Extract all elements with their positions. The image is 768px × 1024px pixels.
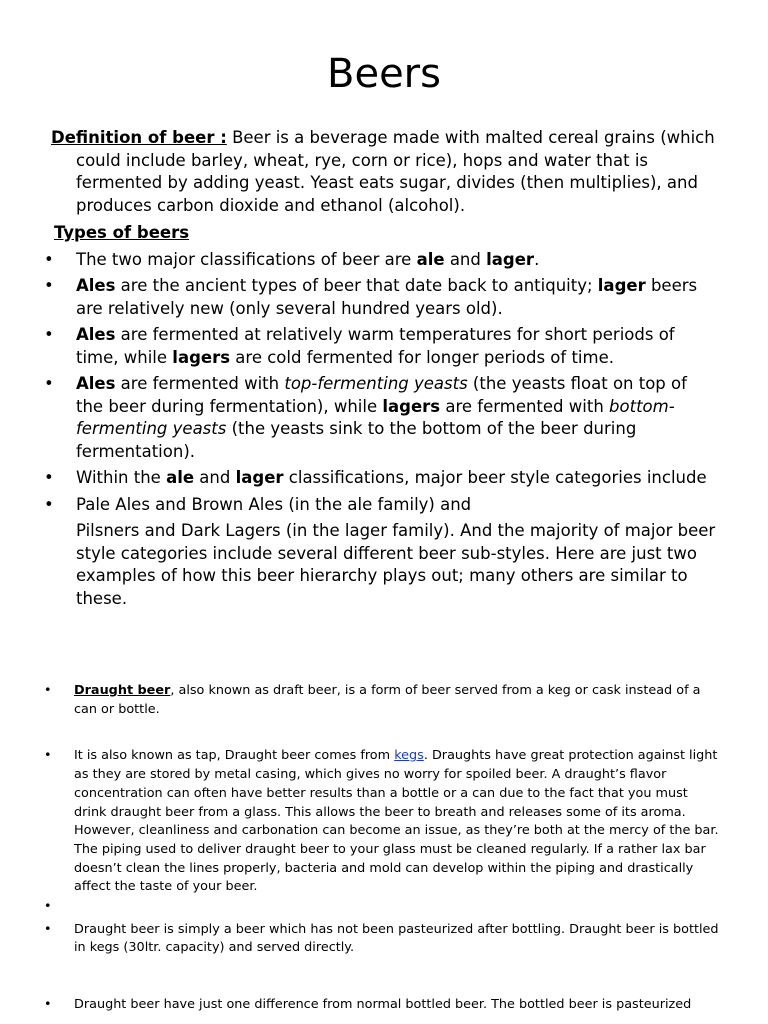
draught-beer-section [0, 682, 768, 1015]
bullet-icon: • [44, 276, 54, 295]
list-item: • Ales are the ancient types of beer that date back to antiquity; lager beers are relatively new (only several hundred years old). [44, 276, 698, 318]
page-title: Beers [327, 51, 441, 97]
continuation-paragraph: Pilsners and Dark Lagers (in the lager family). And the majority of major beer style categories include several different beer sub-styles. Here are just two examples of how this beer hierarchy plays out; many others are similar to these. [76, 521, 716, 608]
bullet-icon: • [44, 494, 54, 514]
bullet-icon: • [44, 325, 54, 344]
bullet-icon: • [44, 748, 52, 764]
kegs-link[interactable]: kegs [394, 748, 424, 764]
list-item [0, 898, 768, 917]
beer-types-section [0, 127, 768, 610]
list-item: • Pale Ales and Brown Ales (in the ale family) and [0, 494, 768, 517]
list-item: • It is also known as tap, Draught beer comes from kegs. Draughts have great protection against light as they are stored by metal casing, which gives no worry for spoiled beer. A draught’s flavor concentration can often have better results than a bottle or a can due to the fact that you must drink draught beer from a glass. This allows the beer to breath and releases some of its aroma. However, cleanliness and carbonation can become an issue, as they’re both at the mercy of the bar. The piping used to deliver draught beer to your glass must be cleaned regularly. If a rather lax bar doesn’t clean the lines properly, bacteria and mold can develop within the piping and drastically affect the taste of your beer. [44, 748, 719, 895]
list-item: • Draught beer is simply a beer which has not been pasteurized after bottling. Draught beer is bottled in kegs (30ltr. capacity) and served directly. [44, 921, 719, 956]
bullet-icon: • [44, 468, 54, 487]
bullet-icon: • [44, 997, 52, 1013]
list-item: • The two major classifications of beer are ale and lager. [0, 249, 768, 272]
types-list [0, 249, 768, 517]
bullet-icon: • [44, 683, 52, 698]
list-item: • Ales are fermented with top-fermenting yeasts (the yeasts float on top of the beer during fermentation), while lagers are fermented with bottom-fermenting yeasts (the yeasts sink to the bottom of the beer during fermentation). [44, 374, 687, 461]
list-item: • Within the ale and lager classifications, major beer style categories include [0, 467, 768, 490]
bullet-icon: • [44, 921, 52, 937]
draught-beer-label: Draught beer [74, 683, 171, 698]
list-item: • Ales are fermented at relatively warm temperatures for short periods of time, while lagers are cold fermented for longer periods of time. [44, 325, 675, 367]
list-item: • Draught beer, also known as draft beer, is a form of beer served from a keg or cask instead of a can or bottle. [44, 683, 701, 717]
definition-label: Definition of beer : [51, 128, 227, 147]
bullet-icon: • [44, 249, 54, 269]
definition-paragraph [51, 127, 728, 217]
types-heading [54, 222, 768, 245]
bullet-icon: • [44, 374, 54, 393]
definition-text: Beer is a beverage made with malted cereal grains (which could include barley, wheat, rye, corn or rice), hops and water that is fermented by adding yeast. Yeast eats sugar, divides (then multiplies), and produces carbon dioxide and ethanol (alcohol). [76, 128, 715, 215]
types-heading-text: Types of beers [54, 223, 190, 242]
bullet-icon: • [44, 899, 52, 915]
list-item: • Draught beer have just one difference from normal bottled beer. The bottled beer is pasteurized [0, 996, 768, 1015]
